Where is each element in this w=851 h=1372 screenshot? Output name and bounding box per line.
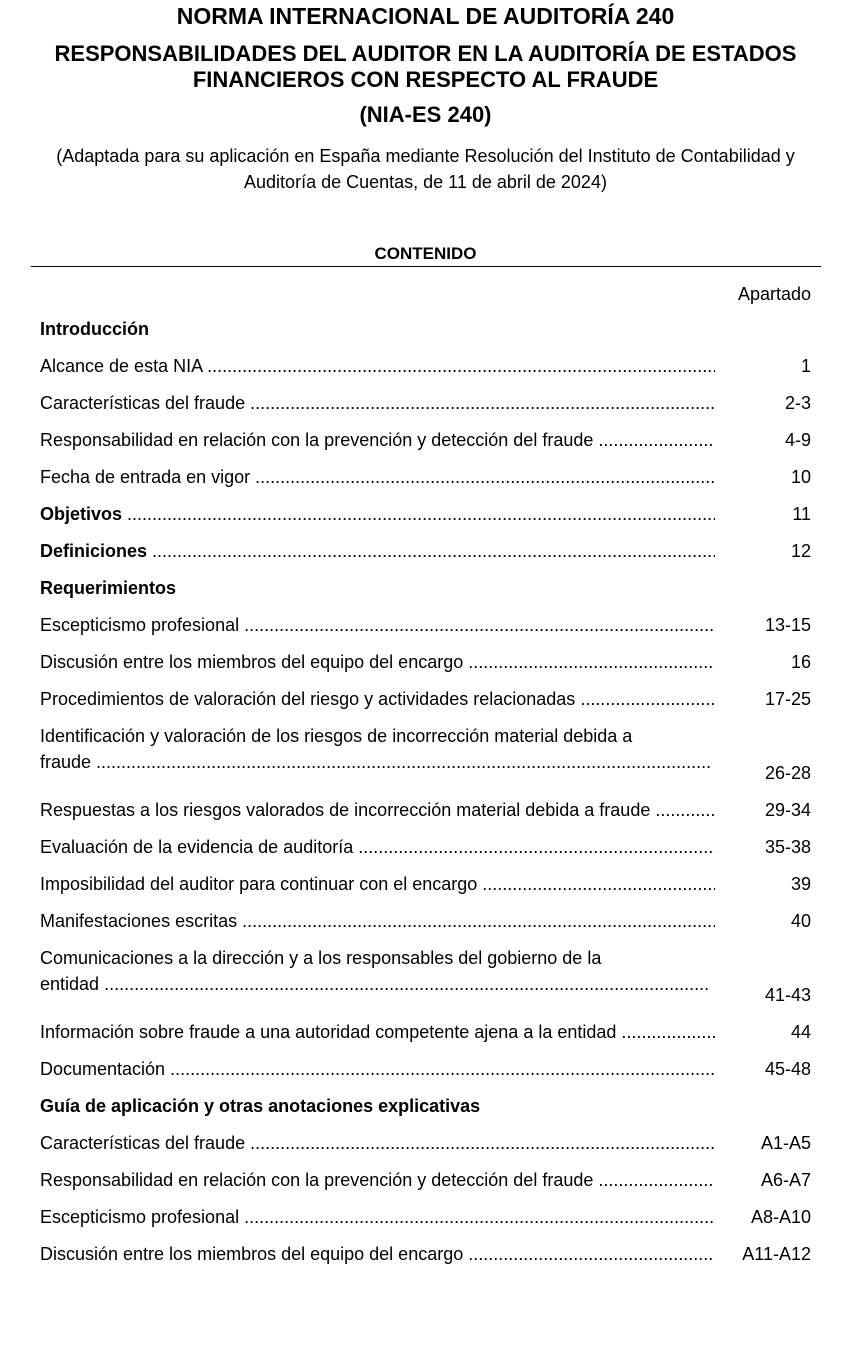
toc-entry-label: Respuestas a los riesgos valorados de incorrección material debida a fraude — [40, 800, 651, 820]
toc-entry-number: 12 — [790, 541, 811, 561]
table-of-contents — [40, 318, 811, 1280]
standard-title: NORMA INTERNACIONAL DE AUDITORÍA 240 — [176, 3, 675, 29]
toc-entry-label-continued: entidad ..... — [40, 973, 710, 995]
toc-entry-number: 1 — [800, 356, 811, 376]
toc-entry-number: A11-A12 — [742, 1244, 811, 1264]
toc-entry-label: Documentación — [40, 1059, 166, 1079]
toc-entry — [40, 910, 811, 947]
toc-entry-definiciones — [40, 540, 811, 577]
toc-entry-number: A1-A5 — [760, 1133, 811, 1153]
standard-subject: RESPONSABILIDADES DEL AUDITOR EN LA AUDITORÍA DE ESTADOS FINANCIEROS CON RESPECTO AL FRAUDE — [54, 41, 797, 92]
toc-entry-number: 41-43 — [764, 985, 811, 1005]
toc-entry-number: 26-28 — [764, 763, 811, 783]
toc-entry-number: 2-3 — [784, 393, 811, 413]
toc-entry — [40, 1243, 811, 1280]
toc-entry-number: A8-A10 — [750, 1207, 811, 1227]
toc-section-guia: Guía de aplicación y otras anotaciones explicativas — [40, 1096, 481, 1116]
toc-entry-number: A6-A7 — [760, 1170, 811, 1190]
toc-entry — [40, 1021, 811, 1058]
toc-entry — [40, 429, 811, 466]
toc-entry — [40, 799, 811, 836]
toc-entry-number: 17-25 — [764, 689, 811, 709]
toc-entry-label: Alcance de esta NIA — [40, 356, 203, 376]
adaptation-note: (Adaptada para su aplicación en España mediante Resolución del Instituto de Contabilidad y Auditoría de Cuentas, de 11 de abril de 2024) — [56, 146, 795, 192]
toc-entry-label: Comunicaciones a la dirección y a los responsables del gobierno de la — [40, 948, 602, 968]
toc-section-requerimientos: Requerimientos — [40, 578, 177, 598]
toc-entry-number: 44 — [790, 1022, 811, 1042]
toc-entry — [40, 836, 811, 873]
toc-entry-number: 4-9 — [784, 430, 811, 450]
standard-code: (NIA-ES 240) — [359, 102, 492, 127]
toc-entry-label: Definiciones — [40, 541, 148, 561]
toc-entry-number: 11 — [792, 504, 811, 524]
toc-entry-label: Manifestaciones escritas — [40, 911, 238, 931]
toc-entry-label-continued: fraude ..... — [40, 751, 710, 773]
toc-column-label: Apartado — [737, 284, 811, 304]
toc-entry-number: 13-15 — [764, 615, 811, 635]
toc-entry — [40, 651, 811, 688]
toc-entry-number: 40 — [790, 911, 811, 931]
toc-entry-label: Imposibilidad del auditor para continuar con el encargo — [40, 874, 478, 894]
toc-entry-label: Discusión entre los miembros del equipo del encargo — [40, 652, 464, 672]
toc-entry — [40, 725, 811, 799]
toc-entry — [40, 1169, 811, 1206]
toc-entry-label: Procedimientos de valoración del riesgo y actividades relacionadas — [40, 689, 576, 709]
toc-entry-objetivos — [40, 503, 811, 540]
toc-entry — [40, 355, 811, 392]
toc-entry-label: Información sobre fraude a una autoridad competente ajena a la entidad — [40, 1022, 617, 1042]
toc-entry-label: Escepticismo profesional — [40, 615, 240, 635]
toc-entry-number: 10 — [790, 467, 811, 487]
toc-entry-label: Responsabilidad en relación con la prevención y detección del fraude — [40, 1170, 594, 1190]
toc-entry — [40, 392, 811, 429]
toc-entry-label: Discusión entre los miembros del equipo del encargo — [40, 1244, 464, 1264]
toc-heading: CONTENIDO — [374, 244, 477, 263]
toc-entry-label: Fecha de entrada en vigor — [40, 467, 251, 487]
toc-entry-number: 45-48 — [764, 1059, 811, 1079]
toc-entry — [40, 1132, 811, 1169]
toc-entry-number: 39 — [790, 874, 811, 894]
toc-entry-label: Características del fraude — [40, 1133, 246, 1153]
toc-entry — [40, 688, 811, 725]
toc-entry — [40, 873, 811, 910]
toc-entry — [40, 466, 811, 503]
toc-entry-label: Objetivos — [40, 504, 123, 524]
toc-entry-label: Evaluación de la evidencia de auditoría — [40, 837, 354, 857]
toc-entry-number: 16 — [790, 652, 811, 672]
toc-entry-number: 29-34 — [764, 800, 811, 820]
toc-entry-label: Escepticismo profesional — [40, 1207, 240, 1227]
toc-entry — [40, 1206, 811, 1243]
toc-section-introduccion: Introducción — [40, 319, 149, 339]
toc-entry-number: 35-38 — [764, 837, 811, 857]
toc-entry-label: Características del fraude — [40, 393, 246, 413]
toc-entry-label: Responsabilidad en relación con la prevención y detección del fraude — [40, 430, 594, 450]
heading-rule — [31, 266, 821, 267]
toc-entry-label: Identificación y valoración de los riesgos de incorrección material debida a — [40, 726, 633, 746]
toc-entry — [40, 614, 811, 651]
toc-entry — [40, 1058, 811, 1095]
toc-entry — [40, 947, 811, 1021]
